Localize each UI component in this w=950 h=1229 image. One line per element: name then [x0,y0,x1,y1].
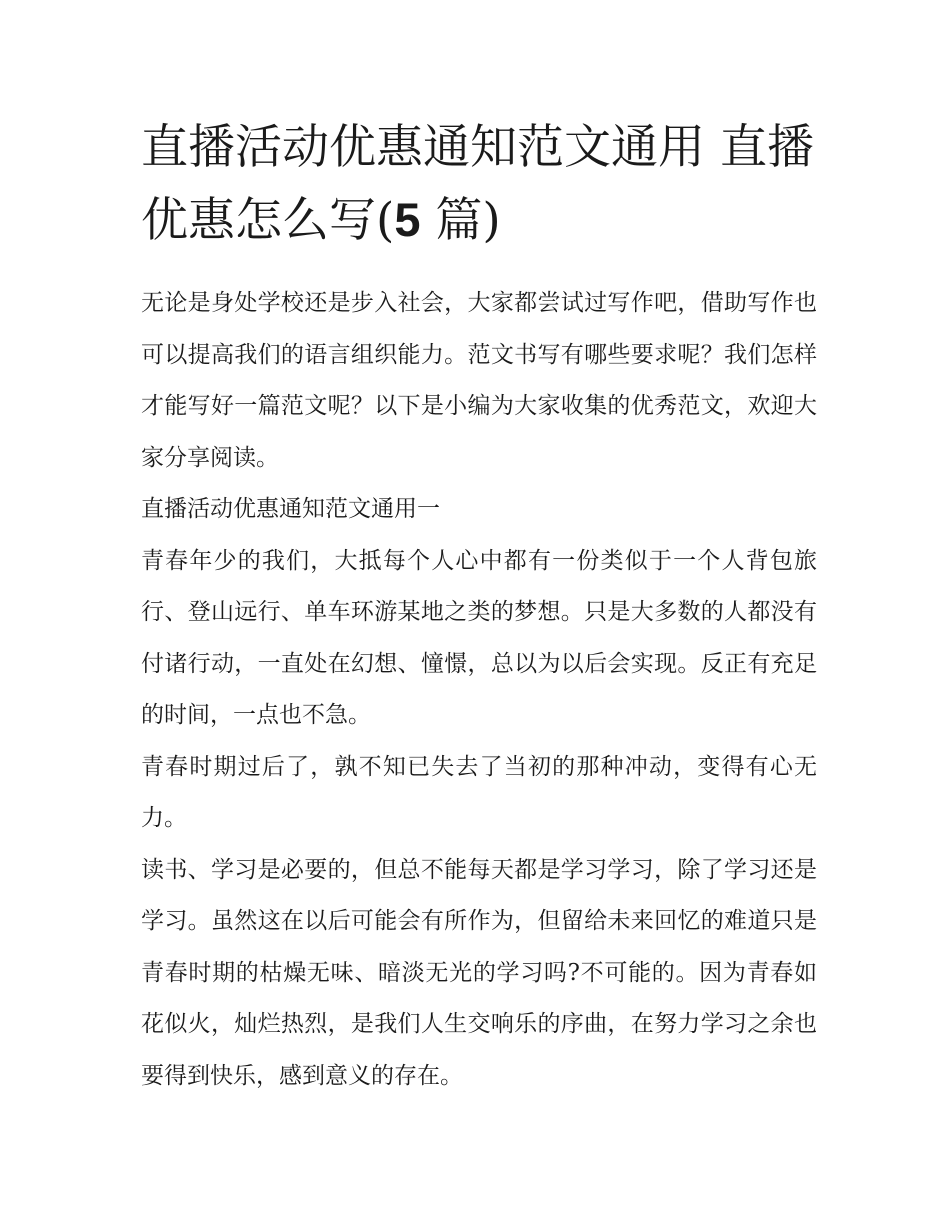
intro-paragraph: 无论是身处学校还是步入社会，大家都尝试过写作吧，借助写作也可以提高我们的语言组织能力。范文书写有哪些要求呢？我们怎样才能写好一篇范文呢？以下是小编为大家收集的优秀范文，欢迎大家分享阅读。 [141,290,817,471]
title-text: 直播活动优惠通知范文通用 直播优惠怎么写( [141,120,814,248]
body-paragraph: 读书、学习是必要的，但总不能每天都是学习学习，除了学习还是学习。虽然这在以后可能会有所作为，但留给未来回忆的难道只是青春时期的枯燥无味、暗淡无光的学习吗?不可能的。因为青春如花似火，灿烂热烈，是我们人生交响乐的序曲，在努力学习之余也要得到快乐，感到意义的存在。 [141,856,817,1089]
document-page [141,112,817,1102]
document-body [141,278,817,1102]
document-title [141,112,817,257]
body-paragraph: 青春时期过后了，孰不知已失去了当初的那种冲动，变得有心无力。 [141,753,817,831]
section-heading: 直播活动优惠通知范文通用一 [141,496,440,522]
title-count: 5 [394,193,421,246]
body-paragraph: 青春年少的我们，大抵每个人心中都有一份类似于一个人背包旅行、登山远行、单车环游某地之类的梦想。只是大多数的人都没有付诸行动，一直处在幻想、憧憬，总以为以后会实现。反正有充足的时间，一点也不急。 [141,547,817,728]
title-suffix: 篇) [420,193,501,248]
